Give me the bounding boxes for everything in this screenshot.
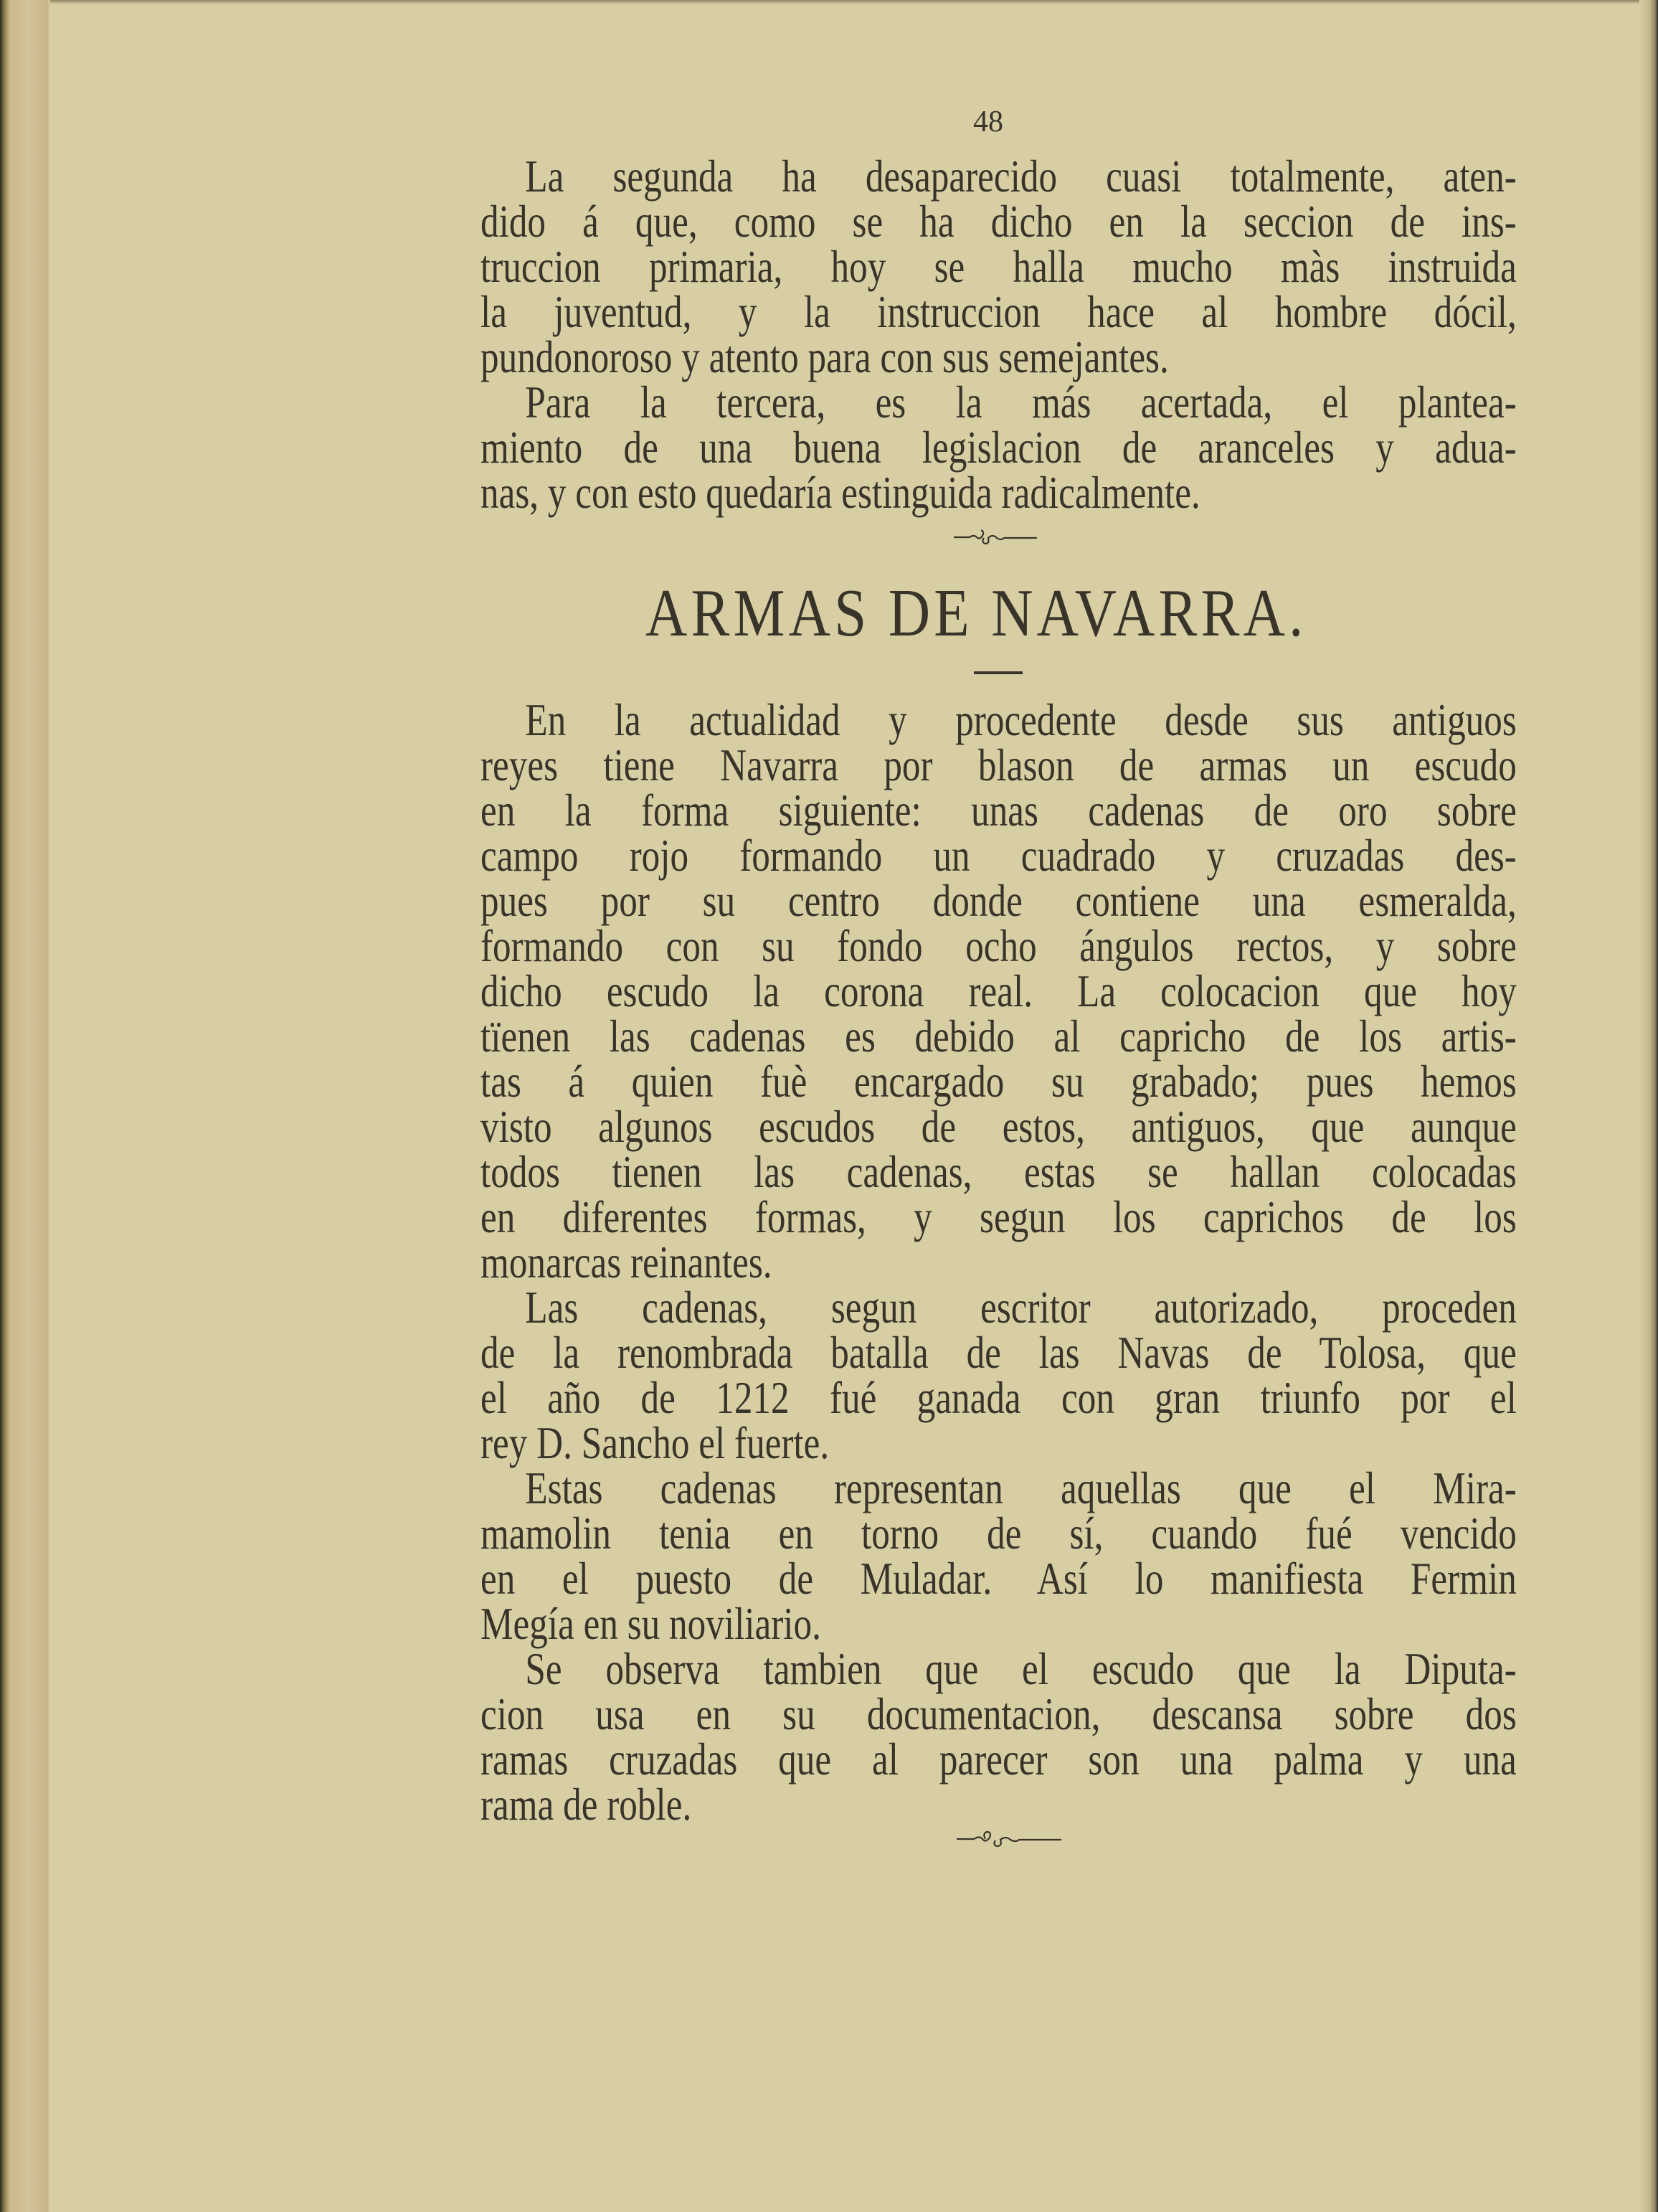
page-right-edge — [1639, 0, 1658, 2212]
paragraph — [480, 151, 1517, 382]
page-number: 48 — [973, 105, 1003, 138]
text-line: rama de roble. — [480, 1779, 692, 1830]
text-line: dido á que, como se ha dicho en la seccion de ins- — [480, 196, 1517, 247]
text-line: campo rojo formando un cuadrado y cruzadas des- — [480, 830, 1517, 881]
text-line: pues por su centro donde contiene una esmeralda, — [480, 875, 1517, 926]
page-top-edge — [0, 0, 1658, 4]
text-line: Para la tercera, es la más acertada, el plantea- — [525, 377, 1517, 427]
text-line: tïenen las cadenas es debido al capricho de los artis- — [480, 1011, 1517, 1062]
text-line: En la actualidad y procedente desde sus antiguos — [525, 694, 1517, 745]
text-line: el año de 1212 fué ganada con gran triunfo por el — [480, 1372, 1517, 1423]
paragraph — [480, 694, 1517, 1287]
section-heading: ARMAS DE NAVARRA. — [645, 576, 1307, 651]
text-line: en diferentes formas, y segun los caprichos de los — [480, 1191, 1517, 1242]
heading-rule — [974, 671, 1023, 674]
text-line: visto algunos escudos de estos, antiguos, que aunque — [480, 1101, 1517, 1152]
text-line: cion usa en su documentacion, descansa sobre dos — [480, 1688, 1517, 1739]
text-block-after-heading — [480, 694, 1517, 1830]
paragraph — [480, 1282, 1517, 1468]
paragraph — [480, 1643, 1517, 1830]
text-line: Estas cadenas representan aquellas que el Mira- — [525, 1462, 1517, 1513]
book-binding-edge — [0, 0, 50, 2212]
ornament-divider-top — [952, 528, 1038, 547]
text-line: Se observa tambien que el escudo que la Diputa- — [525, 1643, 1517, 1694]
text-line: mamolin tenia en torno de sí, cuando fué vencido — [480, 1508, 1517, 1559]
text-block-before-heading — [480, 151, 1517, 518]
text-line: truccion primaria, hoy se halla mucho màs instruida — [480, 241, 1517, 292]
text-line: Las cadenas, segun escritor autorizado, proceden — [525, 1282, 1517, 1333]
text-line: miento de una buena legislacion de aranceles y adua- — [480, 422, 1517, 473]
text-line: Megía en su noviliario. — [480, 1598, 821, 1649]
text-line: ramas cruzadas que al parecer son una palma y una — [480, 1734, 1517, 1785]
ornament-divider-bottom — [955, 1829, 1063, 1849]
text-line: pundonoroso y atento para con sus semejantes. — [480, 331, 1169, 382]
text-line: de la renombrada batalla de las Navas de Tolosa, que — [480, 1327, 1517, 1378]
text-line: monarcas reinantes. — [480, 1237, 772, 1287]
text-line: tas á quien fuè encargado su grabado; pues hemos — [480, 1056, 1517, 1107]
text-line: en la forma siguiente: unas cadenas de oro sobre — [480, 785, 1517, 836]
text-line: reyes tiene Navarra por blason de armas un escudo — [480, 739, 1517, 790]
text-line: rey D. Sancho el fuerte. — [480, 1417, 830, 1468]
text-line: la juventud, y la instruccion hace al hombre dócil, — [480, 286, 1517, 337]
paragraph — [480, 377, 1517, 518]
text-line: La segunda ha desaparecido cuasi totalmente, aten- — [525, 151, 1517, 202]
text-line: en el puesto de Muladar. Así lo manifiesta Fermin — [480, 1553, 1517, 1604]
text-line: formando con su fondo ocho ángulos rectos, y sobre — [480, 920, 1517, 971]
text-line: dicho escudo la corona real. La colocacion que hoy — [480, 965, 1517, 1016]
text-line: nas, y con esto quedaría estinguida radicalmente. — [480, 467, 1200, 518]
paragraph — [480, 1462, 1517, 1649]
text-line: todos tienen las cadenas, estas se hallan colocadas — [480, 1146, 1517, 1197]
